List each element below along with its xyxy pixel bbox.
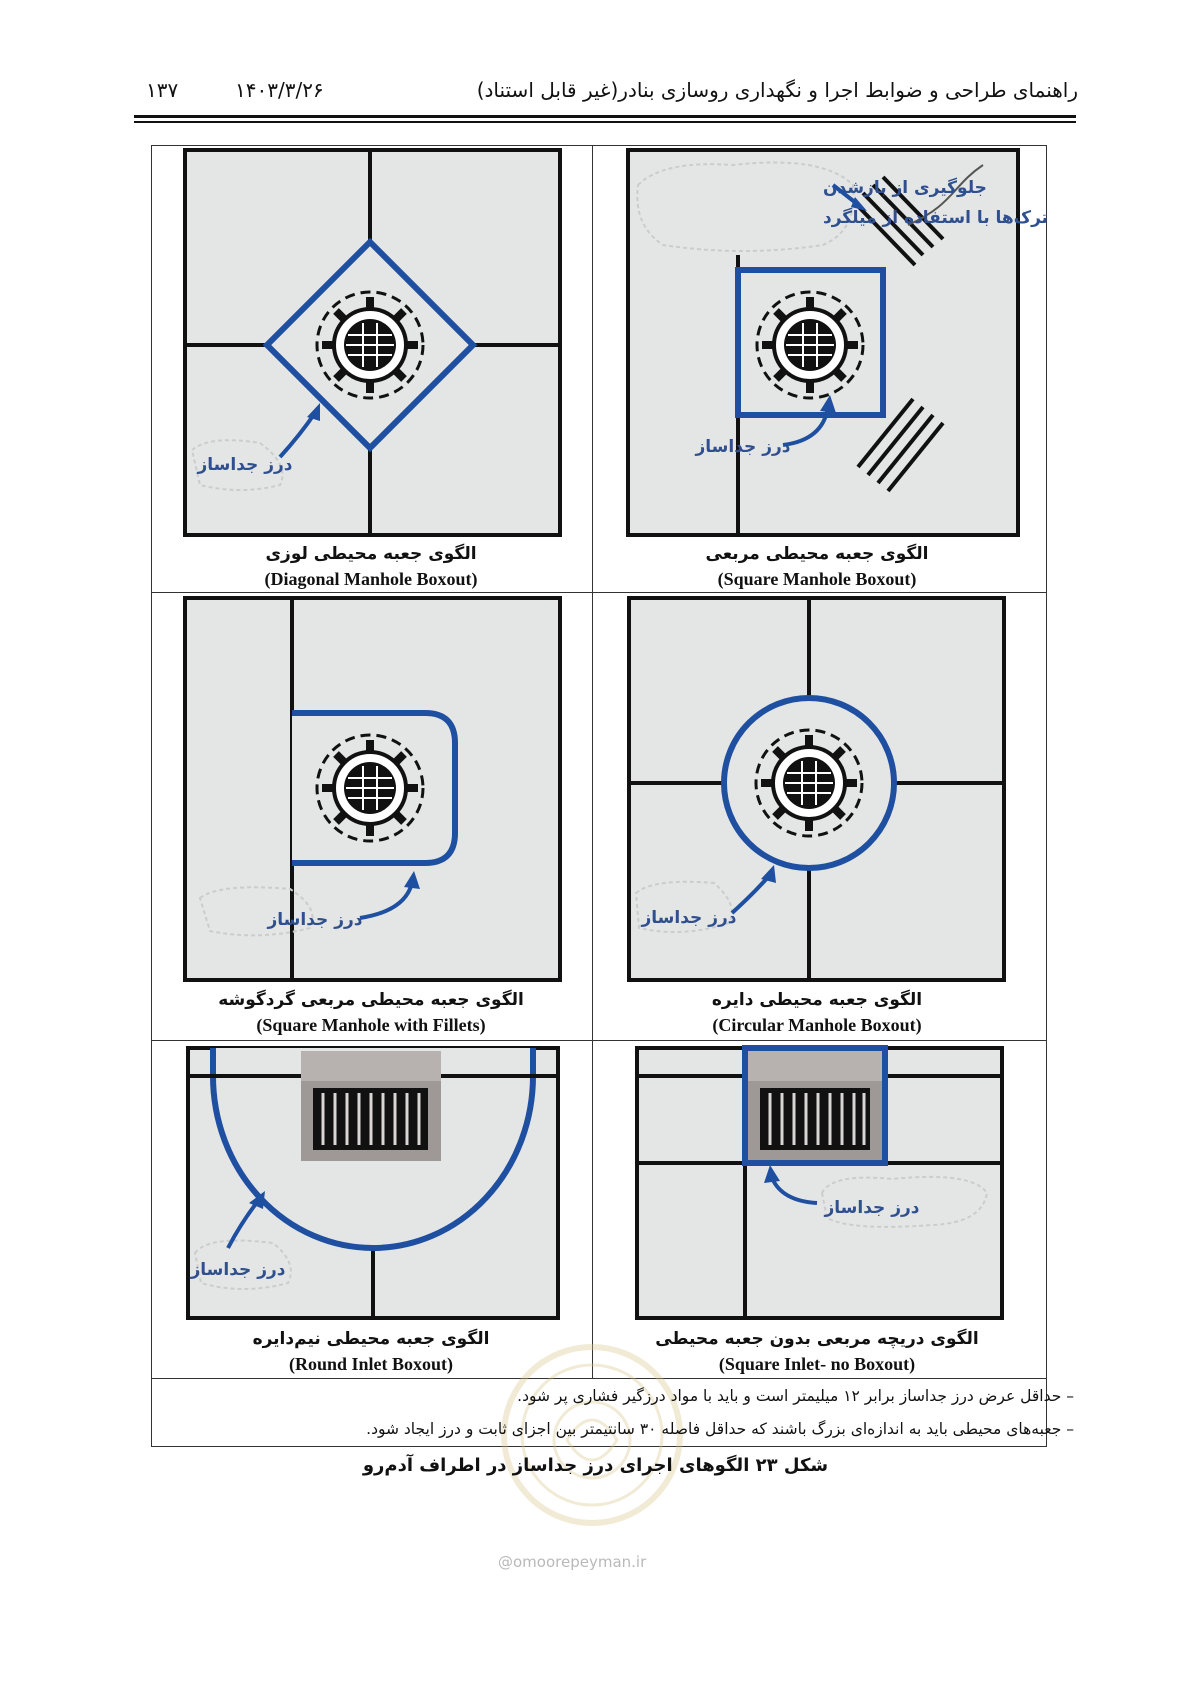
square-inlet-diagram	[632, 1043, 1007, 1323]
caption-fa: الگوی جعبه محیطی نیم‌دایره	[252, 1329, 490, 1349]
caption-circular-manhole	[597, 987, 1037, 1037]
caption-en: (Round Inlet Boxout)	[288, 1354, 454, 1374]
caption-en: (Square Manhole with Fillets)	[256, 1015, 486, 1035]
round-inlet-diagram	[183, 1043, 563, 1323]
header-rule-thick	[134, 115, 1076, 118]
caption-square-fillet-manhole	[151, 987, 591, 1037]
isolation-joint-label: درز جداساز	[695, 437, 791, 457]
table-divider-vertical	[592, 145, 593, 1378]
caption-en: (Square Inlet- no Boxout)	[718, 1354, 916, 1374]
caption-square-manhole	[597, 541, 1037, 591]
square-fillet-manhole-diagram	[180, 593, 565, 985]
caption-fa: الگوی جعبه محیطی مربعی گردگوشه	[218, 990, 524, 1010]
caption-diagonal-manhole	[151, 541, 591, 591]
note-boxout-size: – جعبه‌های محیطی باید به اندازه‌ای بزرگ باشند که حداقل فاصله ۳۰ سانتیمتر بین اجزای ثابت و درز ایجاد شود.	[366, 1420, 1074, 1438]
table-divider-row2	[151, 1040, 1047, 1041]
header-rule-thin	[134, 121, 1076, 123]
running-header-title: راهنمای طراحی و ضوابط اجرا و نگهداری روسازی بنادر(غیر قابل استناد)	[476, 78, 1078, 102]
header-date: ۱۴۰۳/۳/۲۶	[235, 78, 324, 102]
square-manhole-diagram	[623, 145, 1049, 540]
caption-fa: الگوی جعبه محیطی دایره	[711, 990, 923, 1010]
figure-caption: شکل ۲۳ الگوهای اجرای درز جداساز در اطراف آدم‌رو	[362, 1455, 829, 1476]
caption-fa: الگوی جعبه محیطی مربعی	[705, 544, 929, 564]
caption-en: (Circular Manhole Boxout)	[712, 1015, 922, 1035]
note-joint-width: – حداقل عرض درز جداساز برابر ۱۲ میلیمتر است و باید با مواد درزگیر فشاری پر شود.	[517, 1387, 1074, 1405]
caption-fa: الگوی دریچه مربعی بدون جعبه محیطی	[655, 1329, 979, 1349]
isolation-joint-label: درز جداساز	[824, 1198, 920, 1218]
crack-prevention-label-2: ترک‌ها با استفاده از میلگرد	[823, 208, 1049, 228]
isolation-joint-label: درز جداساز	[190, 1260, 286, 1280]
page-number: ۱۳۷	[146, 78, 179, 102]
crack-prevention-label-1: جلوگیری از بازشدن	[823, 178, 987, 198]
site-watermark: @omoorepeyman.ir	[498, 1553, 647, 1571]
isolation-joint-label: درز جداساز	[641, 908, 737, 928]
isolation-joint-label: درز جداساز	[197, 455, 293, 475]
caption-en: (Diagonal Manhole Boxout)	[264, 569, 478, 589]
circular-manhole-diagram	[624, 593, 1009, 985]
caption-fa: الگوی جعبه محیطی لوزی	[265, 544, 477, 564]
diagonal-manhole-diagram	[180, 145, 565, 540]
isolation-joint-label: درز جداساز	[267, 910, 363, 930]
caption-en: (Square Manhole Boxout)	[717, 569, 917, 589]
